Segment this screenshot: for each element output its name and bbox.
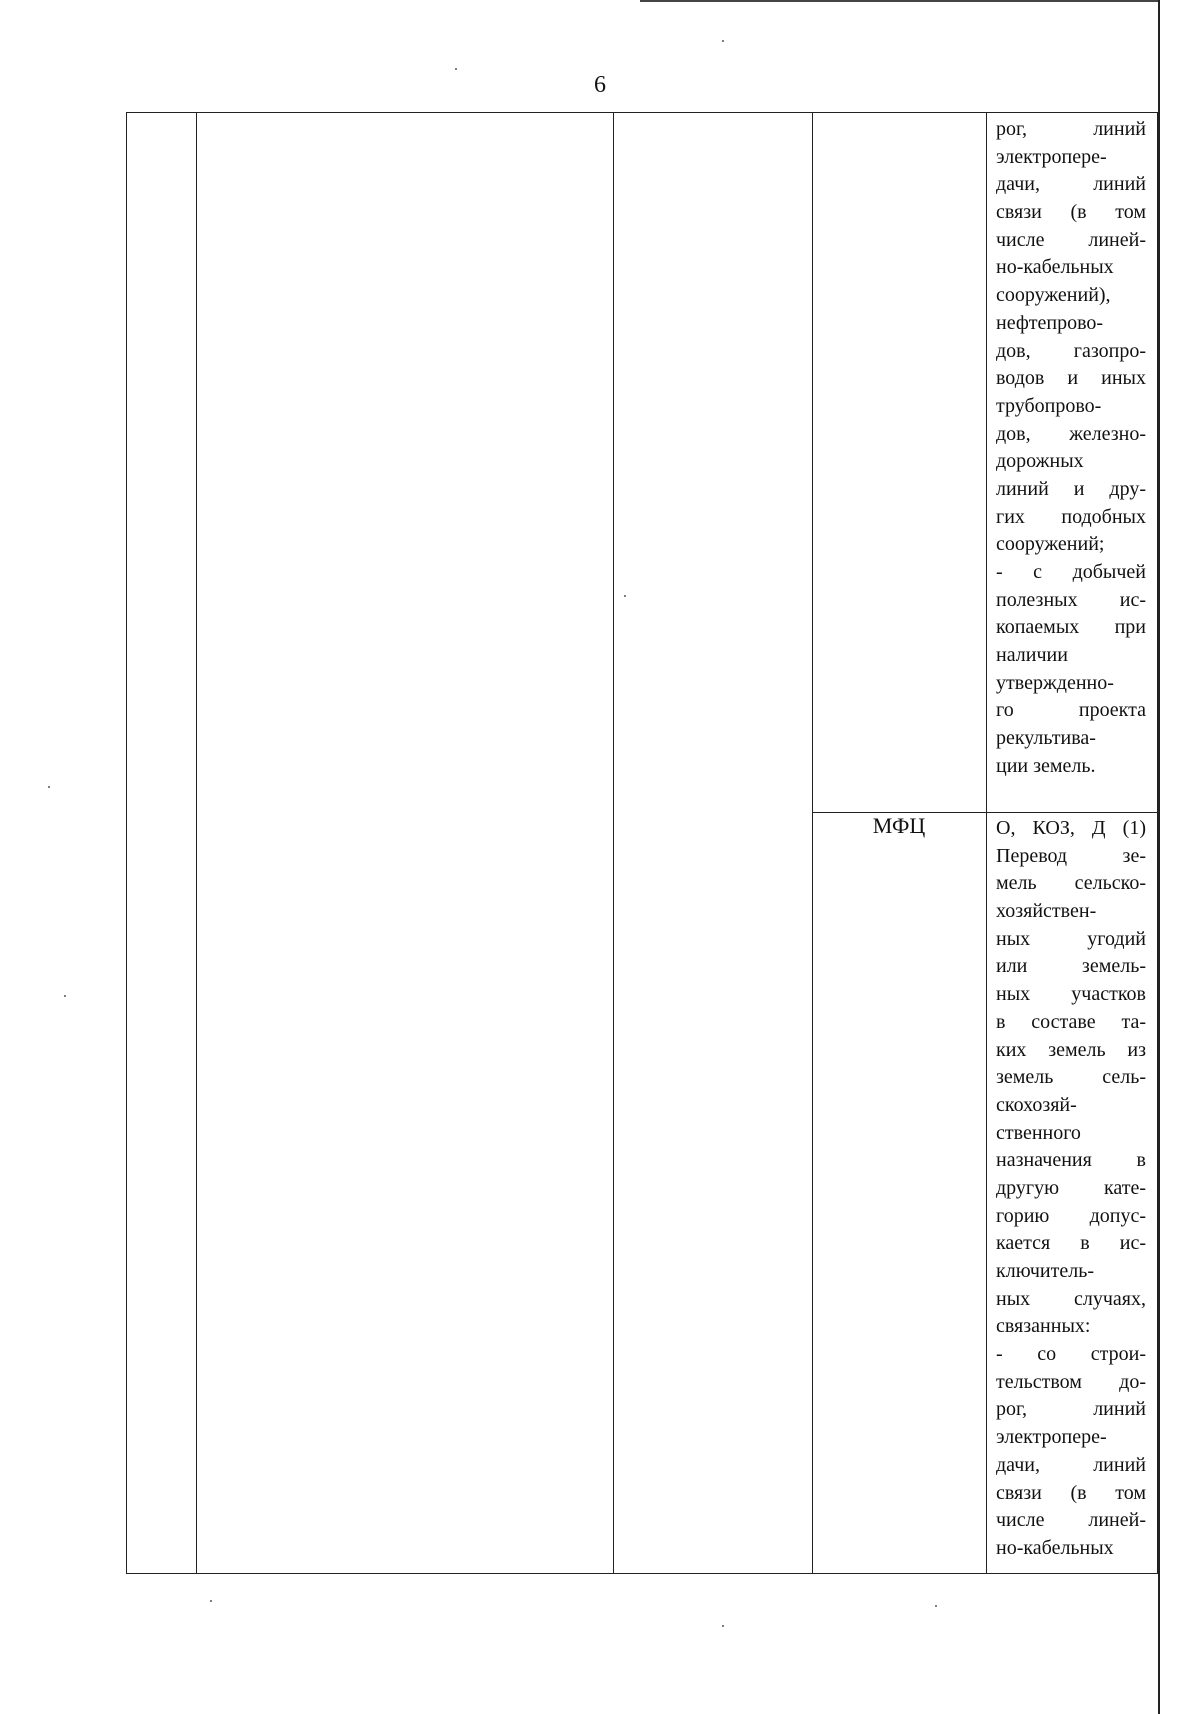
text-line: гих подобных xyxy=(996,505,1146,528)
text-line: рог, линий xyxy=(996,118,1146,140)
text-line: полезных ис- xyxy=(996,588,1146,611)
document-table xyxy=(126,112,1158,1574)
row2-provider-cell: МФЦ xyxy=(872,813,926,838)
column-border-4 xyxy=(986,112,987,1574)
text-line: в составе та- xyxy=(996,1010,1146,1033)
text-line: связи (в том xyxy=(996,1481,1146,1504)
scan-speck xyxy=(64,995,66,997)
column-border-right xyxy=(1157,112,1158,1574)
table-top-border xyxy=(126,112,1158,113)
text-line: трубопрово- xyxy=(996,394,1102,417)
text-line: дачи, линий xyxy=(996,173,1146,196)
text-line: ключитель- xyxy=(996,1260,1095,1282)
text-line: рог, линий xyxy=(996,1398,1146,1421)
scan-speck xyxy=(935,1605,937,1607)
text-line: хозяйствен- xyxy=(996,900,1097,923)
row2-description-cell xyxy=(996,815,1146,1563)
text-line: О, КОЗ, Д (1) xyxy=(996,817,1146,839)
scan-speck xyxy=(624,595,626,597)
scan-speck xyxy=(455,68,457,70)
column-border-3 xyxy=(812,112,813,1574)
text-line: тельством до- xyxy=(996,1370,1146,1393)
text-line: ких земель из xyxy=(996,1038,1146,1061)
text-line: числе линей- xyxy=(996,228,1146,251)
scan-speck xyxy=(210,1600,212,1602)
text-line: дачи, линий xyxy=(996,1453,1146,1476)
text-line: го проекта xyxy=(996,699,1146,722)
scan-speck xyxy=(722,1625,724,1627)
text-line: или земель- xyxy=(996,955,1146,978)
table-bottom-border xyxy=(126,1573,1158,1574)
text-line: связанных: xyxy=(996,1315,1091,1338)
text-line: другую кате- xyxy=(996,1176,1146,1199)
text-line: копаемых при xyxy=(996,616,1146,639)
text-line: - со строи- xyxy=(996,1343,1146,1366)
text-line: кается в ис- xyxy=(996,1232,1146,1255)
text-line: рекультива- xyxy=(996,727,1096,750)
text-line: дов, газопро- xyxy=(996,339,1146,362)
text-line: числе линей- xyxy=(996,1509,1146,1532)
scan-speck xyxy=(48,786,50,788)
text-line: водов и иных xyxy=(996,367,1146,390)
row1-description-cell xyxy=(996,116,1146,781)
text-line: электропере- xyxy=(996,145,1107,168)
scan-edge-top xyxy=(640,0,1160,2)
text-line: линий и дру- xyxy=(996,477,1146,500)
text-line: связи (в том xyxy=(996,201,1146,224)
text-line: электропере- xyxy=(996,1426,1107,1449)
text-line: утвержденно- xyxy=(996,671,1114,694)
text-line: ции земель. xyxy=(996,754,1096,777)
scan-edge-right xyxy=(1158,0,1160,1714)
text-line: но-кабельных xyxy=(996,1536,1114,1559)
text-line: сооружений), xyxy=(996,284,1111,307)
text-line: Перевод зе- xyxy=(996,844,1146,867)
text-line: дорожных xyxy=(996,450,1084,473)
text-line: но-кабельных xyxy=(996,256,1114,279)
text-line: сооружений; xyxy=(996,533,1105,556)
text-line: скохозяй- xyxy=(996,1093,1077,1116)
page-number: 6 xyxy=(594,72,606,98)
scan-speck xyxy=(722,40,724,42)
text-line: дов, железно- xyxy=(996,422,1146,445)
text-line: нефтепрово- xyxy=(996,311,1104,334)
column-border-2 xyxy=(613,112,614,1574)
text-line: мель сельско- xyxy=(996,872,1146,895)
column-border-left xyxy=(126,112,127,1574)
text-line: ных участков xyxy=(996,983,1146,1006)
text-line: наличии xyxy=(996,644,1068,667)
text-line: - с добычей xyxy=(996,561,1146,583)
text-line: ственного xyxy=(996,1121,1081,1144)
text-line: ных случаях, xyxy=(996,1287,1146,1310)
text-line: земель сель- xyxy=(996,1066,1146,1089)
text-line: назначения в xyxy=(996,1149,1146,1172)
column-border-1 xyxy=(196,112,197,1574)
text-line: ных угодий xyxy=(996,927,1146,950)
text-line: горию допус- xyxy=(996,1204,1146,1227)
